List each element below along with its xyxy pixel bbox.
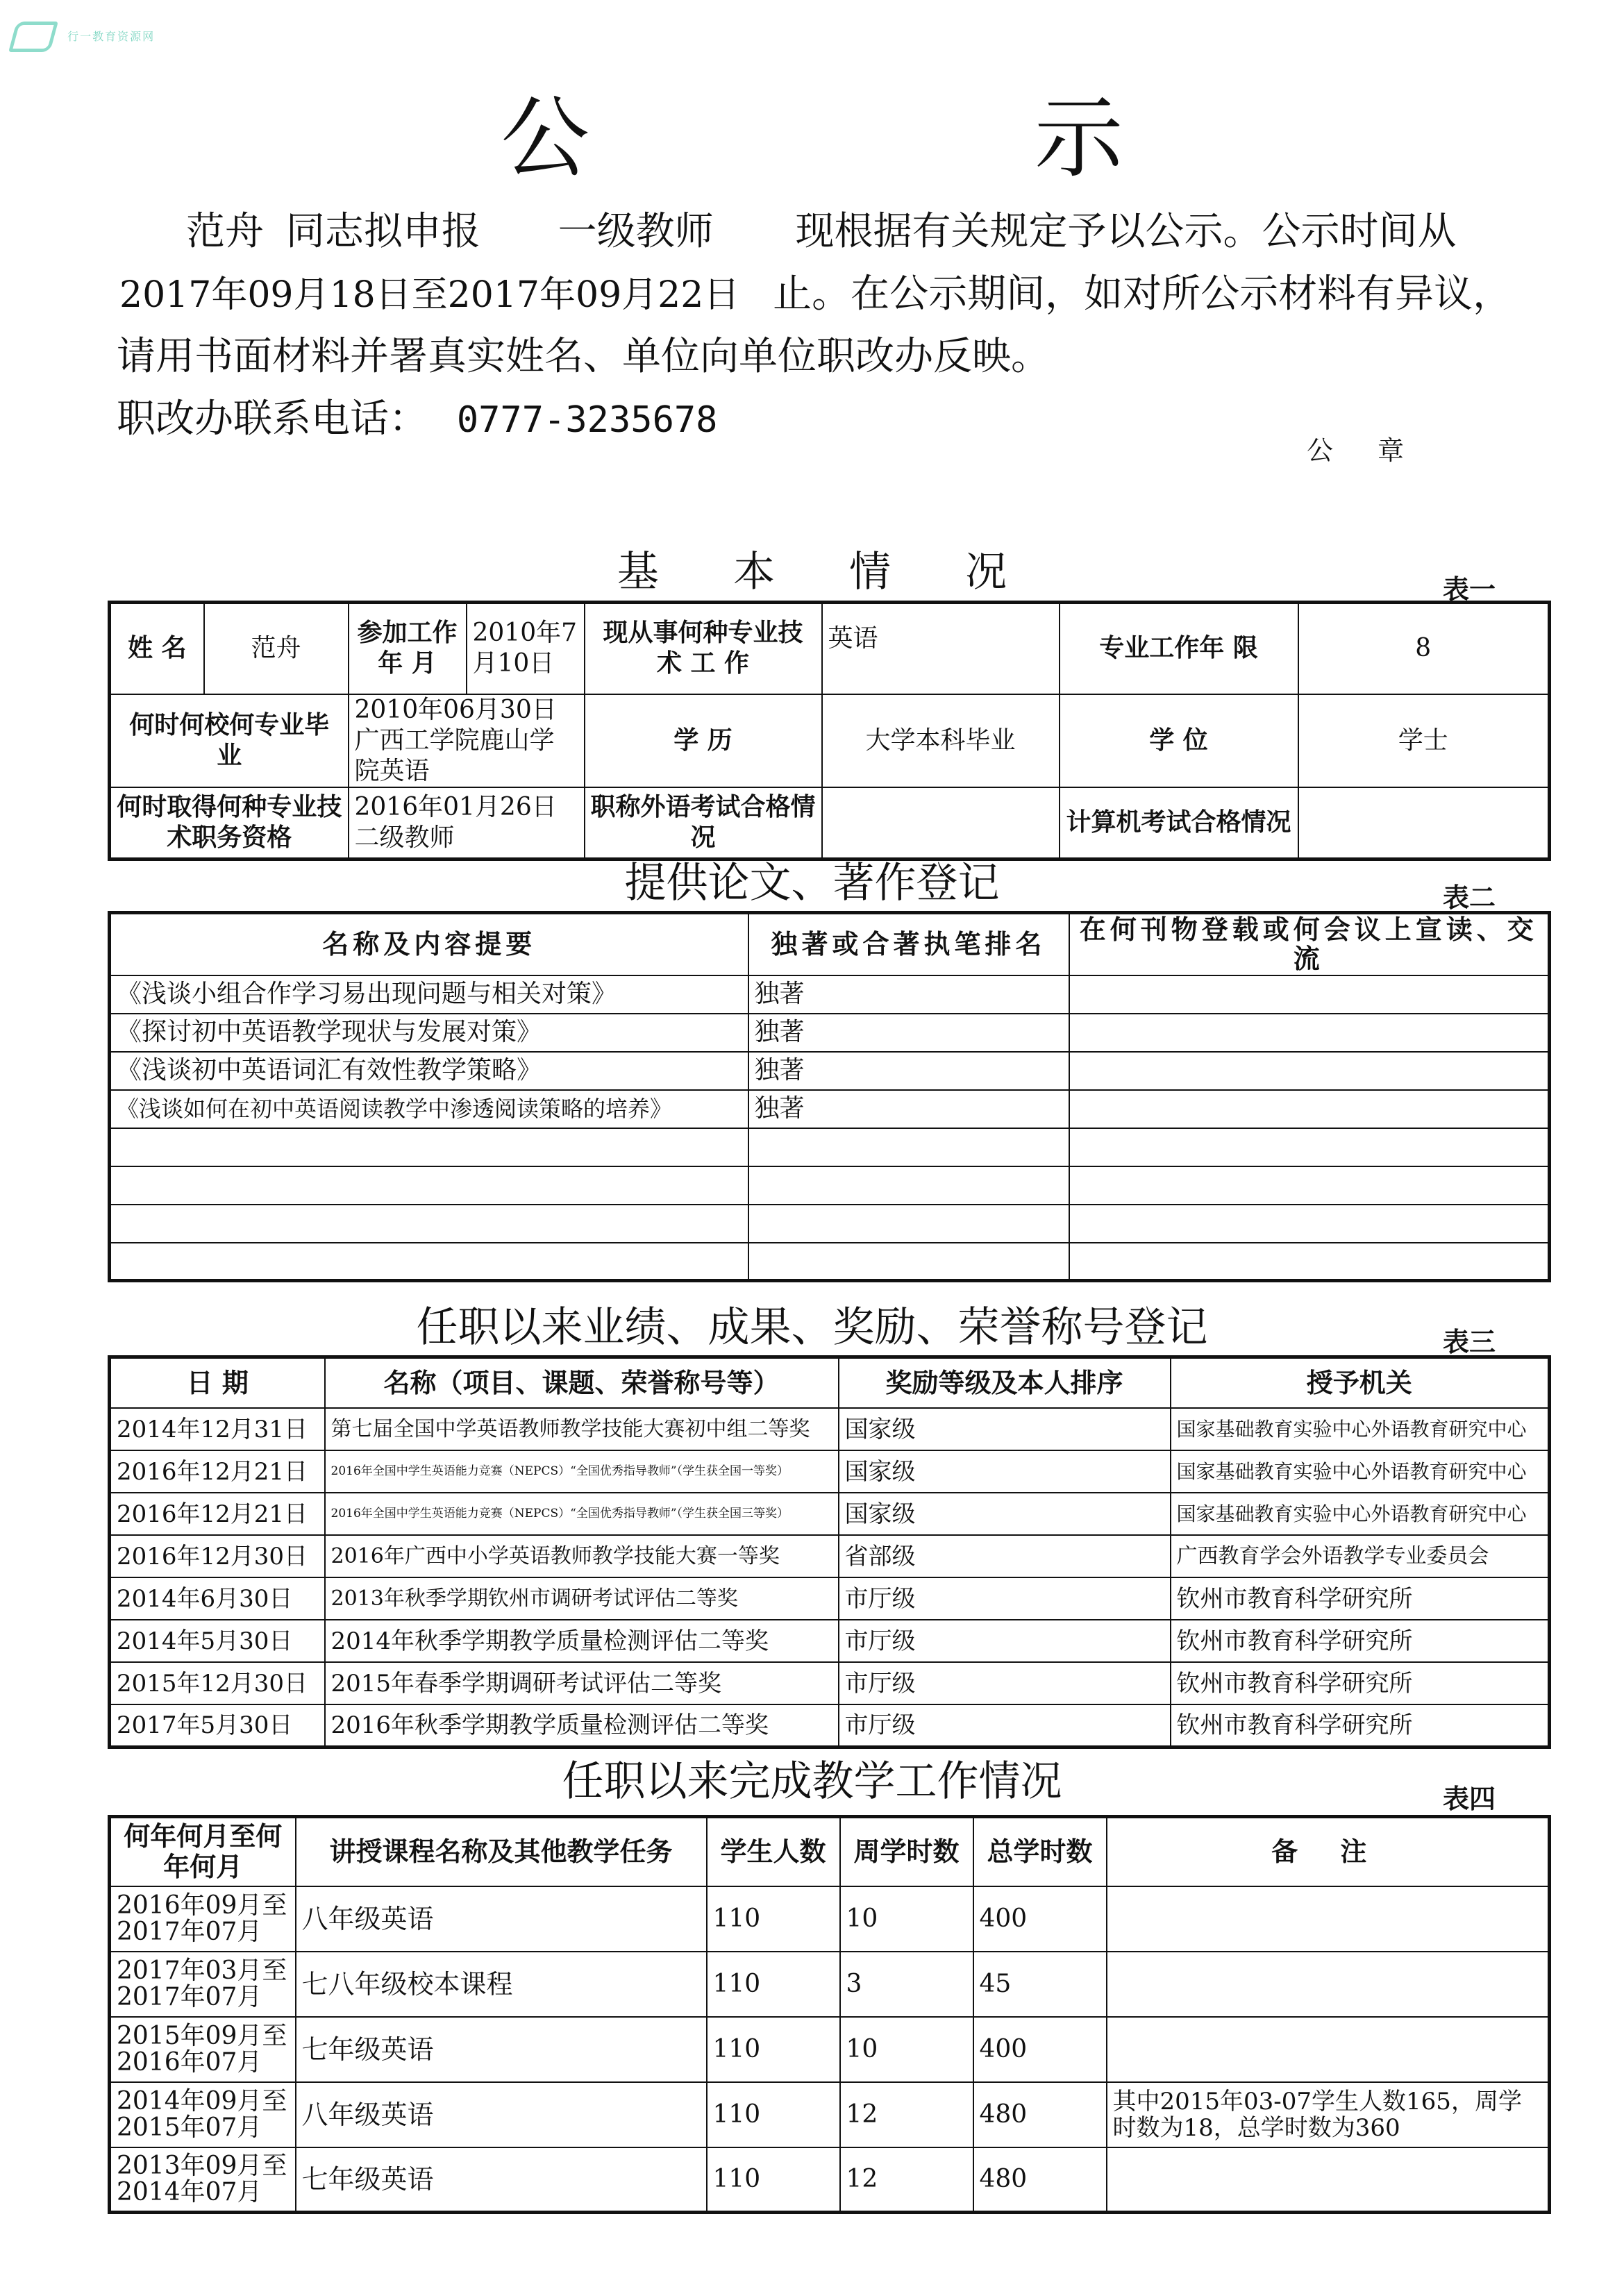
teaching-course: 八年级英语 bbox=[296, 1886, 707, 1952]
paper-authorship: 独著 bbox=[748, 1052, 1069, 1090]
site-logo bbox=[12, 19, 172, 53]
notice-line-3: 请用书面材料并署真实姓名、单位向单位职改办反映。 bbox=[117, 334, 1050, 379]
table-row bbox=[110, 1166, 1550, 1205]
teaching-total-hours: 400 bbox=[973, 2017, 1107, 2082]
teaching-period: 2013年09月至2014年07月 bbox=[110, 2147, 296, 2213]
target-title: 一级教师 bbox=[558, 209, 714, 254]
teaching-total-hours: 480 bbox=[973, 2082, 1107, 2147]
award-name: 2014年秋季学期教学质量检测评估二等奖 bbox=[325, 1620, 839, 1662]
computer-exam-label: 计算机考试合格情况 bbox=[1060, 787, 1298, 860]
awards-table bbox=[108, 1355, 1551, 1749]
table-row bbox=[110, 2017, 1550, 2082]
teaching-total-hours: 480 bbox=[973, 2147, 1107, 2213]
papers-section-title: 提供论文、著作登记 bbox=[624, 859, 1000, 907]
award-name: 2016年全国中学生英语能力竞赛（NEPCS）“全国优秀指导教师”（学生获全国三等奖） bbox=[325, 1493, 839, 1535]
table-row bbox=[110, 1662, 1550, 1704]
papers-header-name: 名称及内容提要 bbox=[110, 913, 748, 975]
table-3-number: 表三 bbox=[1443, 1327, 1496, 1357]
work-years-value: 8 bbox=[1298, 603, 1550, 694]
teaching-header-weekly-hours: 周学时数 bbox=[840, 1817, 973, 1886]
table-row bbox=[110, 975, 1550, 1014]
table-row bbox=[110, 1535, 1550, 1577]
teaching-weekly-hours: 3 bbox=[840, 1952, 973, 2017]
logo-icon bbox=[8, 22, 58, 52]
award-name: 2015年春季学期调研考试评估二等奖 bbox=[325, 1662, 839, 1704]
award-level: 国家级 bbox=[839, 1408, 1171, 1450]
award-level: 省部级 bbox=[839, 1535, 1171, 1577]
paper-title bbox=[110, 1205, 748, 1243]
paper-venue bbox=[1069, 975, 1550, 1014]
table-row bbox=[110, 1052, 1550, 1090]
award-date: 2015年12月30日 bbox=[110, 1662, 325, 1704]
award-name: 2016年秋季学期教学质量检测评估二等奖 bbox=[325, 1704, 839, 1747]
teaching-header-course: 讲授课程名称及其他教学任务 bbox=[296, 1817, 707, 1886]
teaching-weekly-hours: 12 bbox=[840, 2082, 973, 2147]
award-authority: 国家基础教育实验中心外语教育研究中心 bbox=[1171, 1450, 1550, 1493]
award-authority: 国家基础教育实验中心外语教育研究中心 bbox=[1171, 1493, 1550, 1535]
award-authority: 广西教育学会外语教学专业委员会 bbox=[1171, 1535, 1550, 1577]
notice-line-4 bbox=[117, 392, 718, 448]
table-row bbox=[110, 1704, 1550, 1747]
award-authority: 钦州市教育科学研究所 bbox=[1171, 1577, 1550, 1620]
teaching-weekly-hours: 10 bbox=[840, 2017, 973, 2082]
paper-authorship: 独著 bbox=[748, 975, 1069, 1014]
teaching-period: 2014年09月至2015年07月 bbox=[110, 2082, 296, 2147]
degree-value: 学士 bbox=[1298, 694, 1550, 787]
award-level: 国家级 bbox=[839, 1493, 1171, 1535]
teaching-students: 110 bbox=[707, 2147, 840, 2213]
graduate-label: 何时何校何专业毕 业 bbox=[110, 694, 349, 787]
teaching-weekly-hours: 10 bbox=[840, 1886, 973, 1952]
teaching-table bbox=[108, 1815, 1551, 2214]
teaching-header-period: 何年何月至何年何月 bbox=[110, 1817, 296, 1886]
teaching-remarks bbox=[1107, 2017, 1550, 2082]
award-level: 市厅级 bbox=[839, 1662, 1171, 1704]
awards-header-date: 日 期 bbox=[110, 1357, 325, 1409]
notice-period: 2017年09月18日至2017年09月22日 bbox=[119, 274, 740, 316]
paper-authorship bbox=[748, 1205, 1069, 1243]
paper-venue bbox=[1069, 1014, 1550, 1052]
work-start-value: 2010年7月10日 bbox=[467, 603, 585, 694]
notice-line-1 bbox=[186, 204, 1456, 260]
teaching-total-hours: 400 bbox=[973, 1886, 1107, 1952]
table-row bbox=[110, 1620, 1550, 1662]
award-date: 2014年12月31日 bbox=[110, 1408, 325, 1450]
paper-authorship bbox=[748, 1166, 1069, 1205]
phone-number: 0777-3235678 bbox=[456, 399, 718, 441]
papers-table bbox=[108, 911, 1551, 1282]
paper-authorship bbox=[748, 1243, 1069, 1281]
award-authority: 钦州市教育科学研究所 bbox=[1171, 1704, 1550, 1747]
notice-title: 公 示 bbox=[501, 87, 1332, 190]
award-name: 2016年广西中小学英语教师教学技能大赛一等奖 bbox=[325, 1535, 839, 1577]
table-4-number: 表四 bbox=[1443, 1784, 1496, 1814]
award-date: 2016年12月21日 bbox=[110, 1493, 325, 1535]
paper-venue bbox=[1069, 1090, 1550, 1128]
candidate-name: 范舟 bbox=[186, 209, 264, 254]
award-level: 国家级 bbox=[839, 1450, 1171, 1493]
paper-authorship: 独著 bbox=[748, 1090, 1069, 1128]
paper-title bbox=[110, 1128, 748, 1166]
degree-label: 学 位 bbox=[1060, 694, 1298, 787]
table-row bbox=[110, 1205, 1550, 1243]
education-label: 学 历 bbox=[585, 694, 822, 787]
papers-header-authorship: 独著或合著执笔排名 bbox=[748, 913, 1069, 975]
qualification-value: 2016年01月26日二级教师 bbox=[349, 787, 585, 860]
paper-venue bbox=[1069, 1205, 1550, 1243]
basic-info-table bbox=[108, 601, 1551, 861]
table-row bbox=[110, 1014, 1550, 1052]
notice-line-2 bbox=[119, 267, 1512, 323]
award-authority: 钦州市教育科学研究所 bbox=[1171, 1620, 1550, 1662]
teaching-header-total-hours: 总学时数 bbox=[973, 1817, 1107, 1886]
teaching-students: 110 bbox=[707, 1952, 840, 2017]
table-row bbox=[110, 1952, 1550, 2017]
award-authority: 钦州市教育科学研究所 bbox=[1171, 1662, 1550, 1704]
award-level: 市厅级 bbox=[839, 1620, 1171, 1662]
teaching-remarks: 其中2015年03-07学生人数165，周学时数为18，总学时数为360 bbox=[1107, 2082, 1550, 2147]
table-row bbox=[110, 1577, 1550, 1620]
logo-text: 行一教育资源网 bbox=[67, 29, 156, 43]
phone-label: 职改办联系电话： bbox=[117, 396, 428, 442]
teaching-period: 2016年09月至2017年07月 bbox=[110, 1886, 296, 1952]
teaching-header-remarks: 备 注 bbox=[1107, 1817, 1550, 1886]
teaching-section-title: 任职以来完成教学工作情况 bbox=[562, 1757, 1062, 1806]
awards-header-level: 奖励等级及本人排序 bbox=[839, 1357, 1171, 1409]
paper-title bbox=[110, 1166, 748, 1205]
teaching-remarks bbox=[1107, 2147, 1550, 2213]
award-date: 2014年5月30日 bbox=[110, 1620, 325, 1662]
paper-title: 《浅谈小组合作学习易出现问题与相关对策》 bbox=[110, 975, 748, 1014]
teaching-period: 2015年09月至2016年07月 bbox=[110, 2017, 296, 2082]
paper-venue bbox=[1069, 1128, 1550, 1166]
notice-sentence-1: 现根据有关规定予以公示。公示时间从 bbox=[795, 209, 1457, 254]
table-row bbox=[110, 1243, 1550, 1281]
foreign-exam-label: 职称外语考试合格情况 bbox=[585, 787, 822, 860]
award-name: 2016年全国中学生英语能力竞赛（NEPCS）“全国优秀指导教师”（学生获全国一等奖） bbox=[325, 1450, 839, 1493]
paper-title: 《探讨初中英语教学现状与发展对策》 bbox=[110, 1014, 748, 1052]
basic-section-title: 基 本 情 况 bbox=[617, 548, 1038, 596]
foreign-exam-value bbox=[822, 787, 1060, 860]
notice-sentence-2: 止。在公示期间，如对所公示材料有异议， bbox=[773, 271, 1512, 317]
awards-section-title: 任职以来业绩、成果、奖励、荣誉称号登记 bbox=[416, 1303, 1208, 1352]
award-date: 2016年12月21日 bbox=[110, 1450, 325, 1493]
teaching-students: 110 bbox=[707, 2082, 840, 2147]
work-years-label: 专业工作年 限 bbox=[1060, 603, 1298, 694]
qualification-label: 何时取得何种专业技术职务资格 bbox=[110, 787, 349, 860]
table-row bbox=[110, 1450, 1550, 1493]
education-value: 大学本科毕业 bbox=[822, 694, 1060, 787]
table-2-number: 表二 bbox=[1443, 882, 1496, 913]
work-start-label: 参加工作年 月 bbox=[349, 603, 467, 694]
teaching-weekly-hours: 12 bbox=[840, 2147, 973, 2213]
name-value: 范舟 bbox=[204, 603, 349, 694]
teaching-students: 110 bbox=[707, 1886, 840, 1952]
table-1-number: 表一 bbox=[1443, 574, 1496, 605]
current-field-label: 现从事何种专业技 术 工 作 bbox=[585, 603, 822, 694]
teaching-course: 八年级英语 bbox=[296, 2082, 707, 2147]
table-row bbox=[110, 1090, 1550, 1128]
award-name: 第七届全国中学英语教师教学技能大赛初中组二等奖 bbox=[325, 1408, 839, 1450]
teaching-course: 七年级英语 bbox=[296, 2147, 707, 2213]
teaching-remarks bbox=[1107, 1952, 1550, 2017]
table-row bbox=[110, 2147, 1550, 2213]
paper-authorship: 独著 bbox=[748, 1014, 1069, 1052]
award-date: 2014年6月30日 bbox=[110, 1577, 325, 1620]
award-name: 2013年秋季学期钦州市调研考试评估二等奖 bbox=[325, 1577, 839, 1620]
teaching-total-hours: 45 bbox=[973, 1952, 1107, 2017]
table-row bbox=[110, 2082, 1550, 2147]
table-row bbox=[110, 1886, 1550, 1952]
teaching-remarks bbox=[1107, 1886, 1550, 1952]
paper-title bbox=[110, 1243, 748, 1281]
award-date: 2017年5月30日 bbox=[110, 1704, 325, 1747]
teaching-header-students: 学生人数 bbox=[707, 1817, 840, 1886]
award-level: 市厅级 bbox=[839, 1704, 1171, 1747]
paper-title: 《浅谈初中英语词汇有效性教学策略》 bbox=[110, 1052, 748, 1090]
computer-exam-value bbox=[1298, 787, 1550, 860]
paper-authorship bbox=[748, 1128, 1069, 1166]
paper-title: 《浅谈如何在初中英语阅读教学中渗透阅读策略的培养》 bbox=[110, 1090, 748, 1128]
awards-header-authority: 授予机关 bbox=[1171, 1357, 1550, 1409]
notice-intro: 同志拟申报 bbox=[285, 209, 480, 254]
table-row bbox=[110, 1128, 1550, 1166]
graduate-value: 2010年06月30日广西工学院鹿山学院英语 bbox=[349, 694, 585, 787]
paper-venue bbox=[1069, 1243, 1550, 1281]
table-row bbox=[110, 1493, 1550, 1535]
teaching-students: 110 bbox=[707, 2017, 840, 2082]
papers-header-venue: 在何刊物登载或何会议上宣读、交流 bbox=[1069, 913, 1550, 975]
paper-venue bbox=[1069, 1166, 1550, 1205]
current-field-value: 英语 bbox=[822, 603, 1060, 694]
teaching-period: 2017年03月至2017年07月 bbox=[110, 1952, 296, 2017]
table-row bbox=[110, 1408, 1550, 1450]
award-level: 市厅级 bbox=[839, 1577, 1171, 1620]
paper-venue bbox=[1069, 1052, 1550, 1090]
name-label: 姓 名 bbox=[110, 603, 204, 694]
award-authority: 国家基础教育实验中心外语教育研究中心 bbox=[1171, 1408, 1550, 1450]
award-date: 2016年12月30日 bbox=[110, 1535, 325, 1577]
teaching-course: 七八年级校本课程 bbox=[296, 1952, 707, 2017]
teaching-course: 七年级英语 bbox=[296, 2017, 707, 2082]
seal-label: 公章 bbox=[1307, 435, 1449, 466]
awards-header-name: 名称（项目、课题、荣誉称号等） bbox=[325, 1357, 839, 1409]
